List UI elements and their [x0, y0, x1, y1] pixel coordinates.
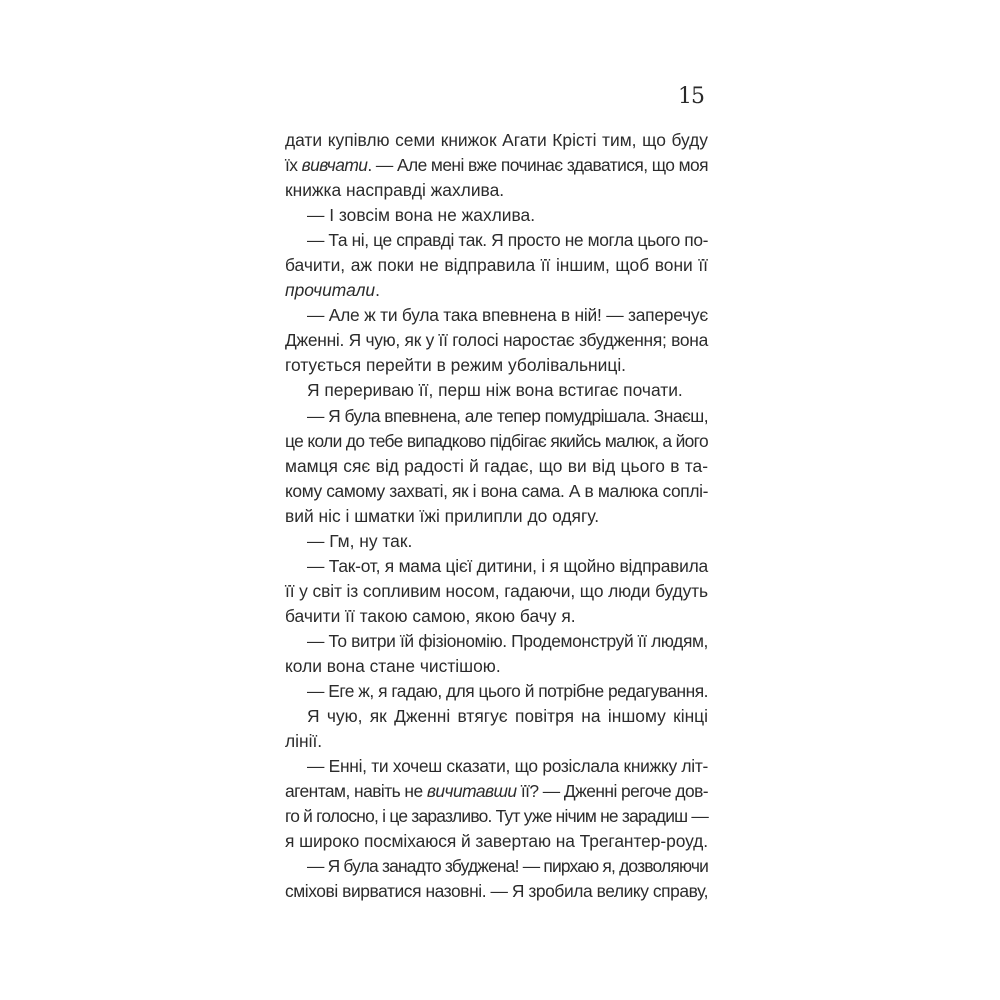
text-span: Я чую, як Дженні втягує повітря на іншому кінці: [307, 706, 708, 727]
text-line: [285, 879, 708, 904]
text-span: Дженні. Я чую, як у її голосі наростає збудження; вона: [285, 330, 709, 351]
text-line: [285, 654, 708, 679]
italic-text: прочитали: [285, 280, 376, 301]
text-span: лінії.: [285, 731, 323, 752]
text-span: її у світ із сопливим носом, гадаючи, що люди будуть: [285, 580, 708, 601]
text-span: .: [375, 280, 380, 301]
text-line: [285, 404, 708, 429]
text-span: — То витри їй фізіономію. Продемонструй її людям,: [307, 630, 709, 651]
text-line: [285, 303, 708, 328]
text-span: вий ніс і шматки їжі прилипли до одягу.: [285, 505, 600, 526]
text-line: [285, 829, 708, 854]
text-span: сміхові вирватися назовні. — Я зробила велику справу,: [285, 881, 708, 902]
text-line: [285, 679, 708, 704]
text-span: мамця сяє від радості й гадає, що ви від цього в та-: [285, 455, 708, 476]
body-text: [285, 128, 708, 904]
text-line: [285, 579, 708, 604]
italic-text: вичитавши: [426, 781, 517, 802]
text-span: — Так-от, я мама цієї дитини, і я щойно відправила: [307, 555, 708, 576]
text-span: це коли до тебе випадково підбігає якийсь малюк, а його: [285, 430, 708, 451]
text-span: кому самому захваті, як і вона сама. А в малюка соплі-: [285, 480, 708, 501]
text-line: [285, 729, 708, 754]
text-line: [285, 328, 708, 353]
text-line: [285, 153, 708, 178]
text-line: [285, 353, 708, 378]
text-span: її? — Дженні регоче дов-: [516, 781, 709, 802]
text-line: [285, 429, 708, 454]
text-span: . — Але мені вже починає здаватися, що моя: [367, 155, 708, 176]
text-line: [285, 554, 708, 579]
text-line: [285, 804, 708, 829]
text-span: — Еге ж, я гадаю, для цього й потрібне редагування.: [307, 681, 709, 702]
text-span: — Я була впевнена, але тепер помудрішала. Знаєш,: [307, 405, 709, 426]
text-line: [285, 504, 708, 529]
text-span: бачити її такою самою, якою бачу я.: [285, 605, 576, 626]
text-line: [285, 278, 708, 303]
text-span: — Та ні, це справді так. Я просто не могла цього по-: [307, 230, 708, 251]
text-span: го й голосно, і це заразливо. Тут уже нічим не зарадиш —: [285, 806, 709, 827]
text-line: [285, 754, 708, 779]
text-span: — Гм, ну так.: [307, 530, 413, 551]
text-span: — Енні, ти хочеш сказати, що розіслала книжку літ-: [307, 756, 708, 777]
text-line: [285, 529, 708, 554]
text-span: дати купівлю семи книжок Агати Крісті тим, що буду: [285, 130, 708, 150]
text-span: — І зовсім вона не жахлива.: [307, 205, 536, 226]
text-span: книжка насправді жахлива.: [285, 180, 505, 201]
text-line: [285, 779, 708, 804]
text-line: [285, 178, 708, 203]
text-span: Я перериваю її, перш ніж вона встигає почати.: [307, 380, 683, 401]
text-line: [285, 228, 708, 253]
text-line: [285, 604, 708, 629]
text-line: [285, 203, 708, 228]
text-line: [285, 454, 708, 479]
text-span: готується перейти в режим уболівальниці.: [285, 355, 627, 376]
text-line: [285, 854, 708, 879]
text-span: — Але ж ти була така впевнена в ній! — заперечує: [307, 305, 709, 326]
text-span: коли вона стане чистішою.: [285, 655, 501, 676]
text-line: [285, 378, 708, 403]
text-line: [285, 704, 708, 729]
text-span: агентам, навіть не: [285, 781, 427, 802]
text-line: [285, 479, 708, 504]
text-line: [285, 253, 708, 278]
italic-text: вивчати: [301, 155, 368, 176]
text-span: — Я була занадто збуджена! — пирхаю я, дозволяючи: [307, 856, 709, 877]
text-span: я широко посміхаюся й завертаю на Трегантер-роуд.: [285, 831, 708, 852]
text-line: [285, 128, 708, 153]
text-span: бачити, аж поки не відправила її іншим, щоб вони її: [285, 255, 708, 276]
page-number: 15: [678, 84, 704, 109]
text-span: їх: [285, 155, 302, 176]
text-line: [285, 629, 708, 654]
